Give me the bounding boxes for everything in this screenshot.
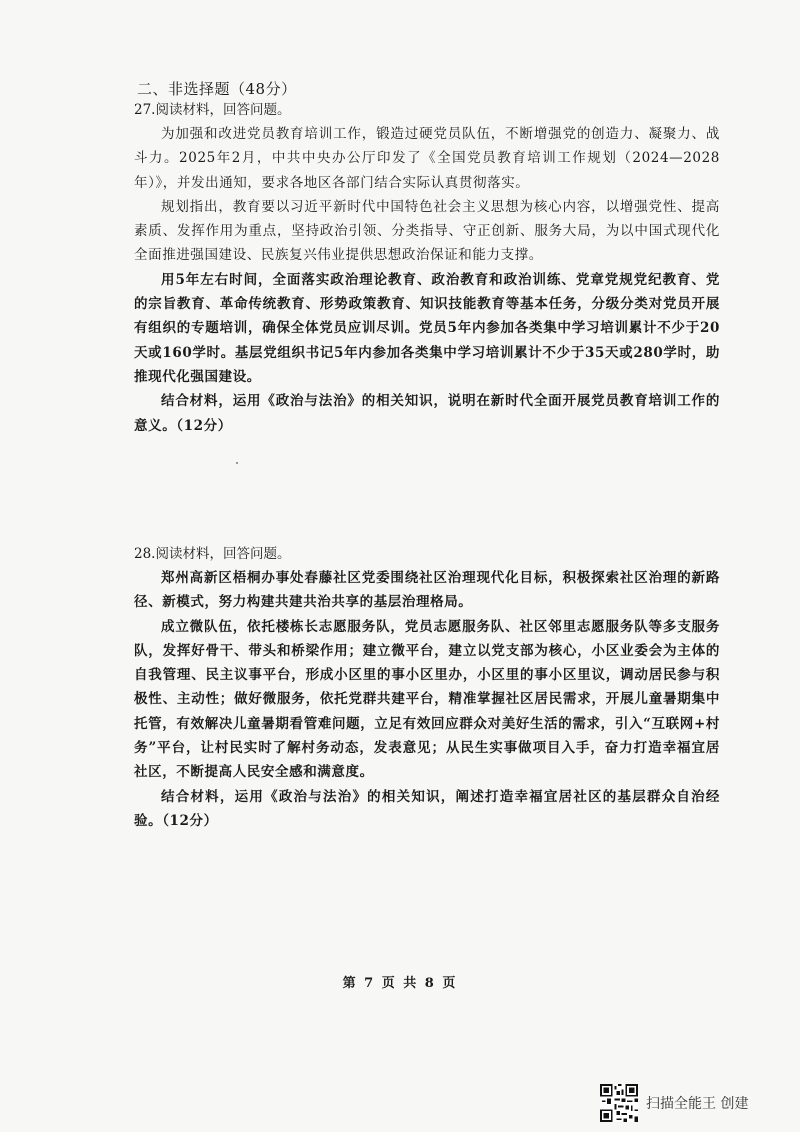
question-28-task: 结合材料，运用《政治与法治》的相关知识，阐述打造幸福宜居社区的基层群众自治经验。（12分） bbox=[134, 788, 720, 829]
question-28-paragraph: 成立微队伍，依托楼栋长志愿服务队，党员志愿服务队、社区邻里志愿服务队等多支服务队，发挥好骨干、带头和桥梁作用；建立微平台，建立以党支部为核心，小区业委会为主体的自我管理、民主议事平台，形成小区里的事小区里办，小区里的事小区里议，调动居民参与积极性、主动性；做好微服务，依托党群共建平台，精准掌握社区居民需求，开展儿童暑期集中托管，有效解决儿童暑期看管难问题，立足有效回应群众对美好生活的需求，引入“互联网+村务”平台，让村民实时了解村务动态，发表意见；从民生实事做项目入手，奋力打造幸福宜居社区，不断提高人民安全感和满意度。 bbox=[134, 618, 720, 781]
page-number: 第 7 页 共 8 页 bbox=[342, 976, 458, 991]
scanner-label: 扫描全能王 创建 bbox=[646, 1096, 749, 1112]
question-27-title: 27.阅读材料，回答问题。 bbox=[134, 102, 291, 118]
question-28-title: 28.阅读材料，回答问题。 bbox=[134, 546, 291, 562]
section-heading: 二、非选择题（48分） bbox=[137, 80, 297, 98]
question-27-paragraph: 规划指出，教育要以习近平新时代中国特色社会主义思想为核心内容，以增强党性、提高素质、发挥作用为重点，坚持政治引领、分类指导、守正创新、服务大局，为以中国式现代化全面推进强国建设、民族复兴伟业提供思想政治保证和能力支撑。 bbox=[134, 198, 720, 264]
question-27-paragraph: 为加强和改进党员教育培训工作，锻造过硬党员队伍，不断增强党的创造力、凝聚力、战斗力。2025年2月，中共中央办公厅印发了《全国党员教育培训工作规划（2024—2028年）》，并发出通知，要求各地区各部门结合实际认真贯彻落实。 bbox=[134, 126, 720, 191]
question-27-paragraph: 用5年左右时间，全面落实政治理论教育、政治教育和政治训练、党章党规党纪教育、党的宗旨教育、革命传统教育、形势政策教育、知识技能教育等基本任务，分级分类对党员开展有组织的专题培训，确保全体党员应训尽训。党员5年内参加各类集中学习培训累计不少于20天或160学时。基层党组织书记5年内参加各类集中学习培训累计不少于35天或280学时，助推现代化强国建设。 bbox=[134, 271, 720, 385]
scan-smudge bbox=[236, 462, 238, 464]
scanner-watermark bbox=[600, 1084, 748, 1122]
question-28 bbox=[134, 544, 720, 833]
question-27-task: 结合材料，运用《政治与法治》的相关知识，说明在新时代全面开展党员教育培训工作的意义。（12分） bbox=[134, 393, 720, 434]
qr-code-icon bbox=[600, 1084, 638, 1122]
question-27 bbox=[134, 100, 720, 438]
question-28-paragraph: 郑州高新区梧桐办事处春藤社区党委围绕社区治理现代化目标，积极探索社区治理的新路径、新模式，努力构建共建共治共享的基层治理格局。 bbox=[134, 570, 720, 611]
